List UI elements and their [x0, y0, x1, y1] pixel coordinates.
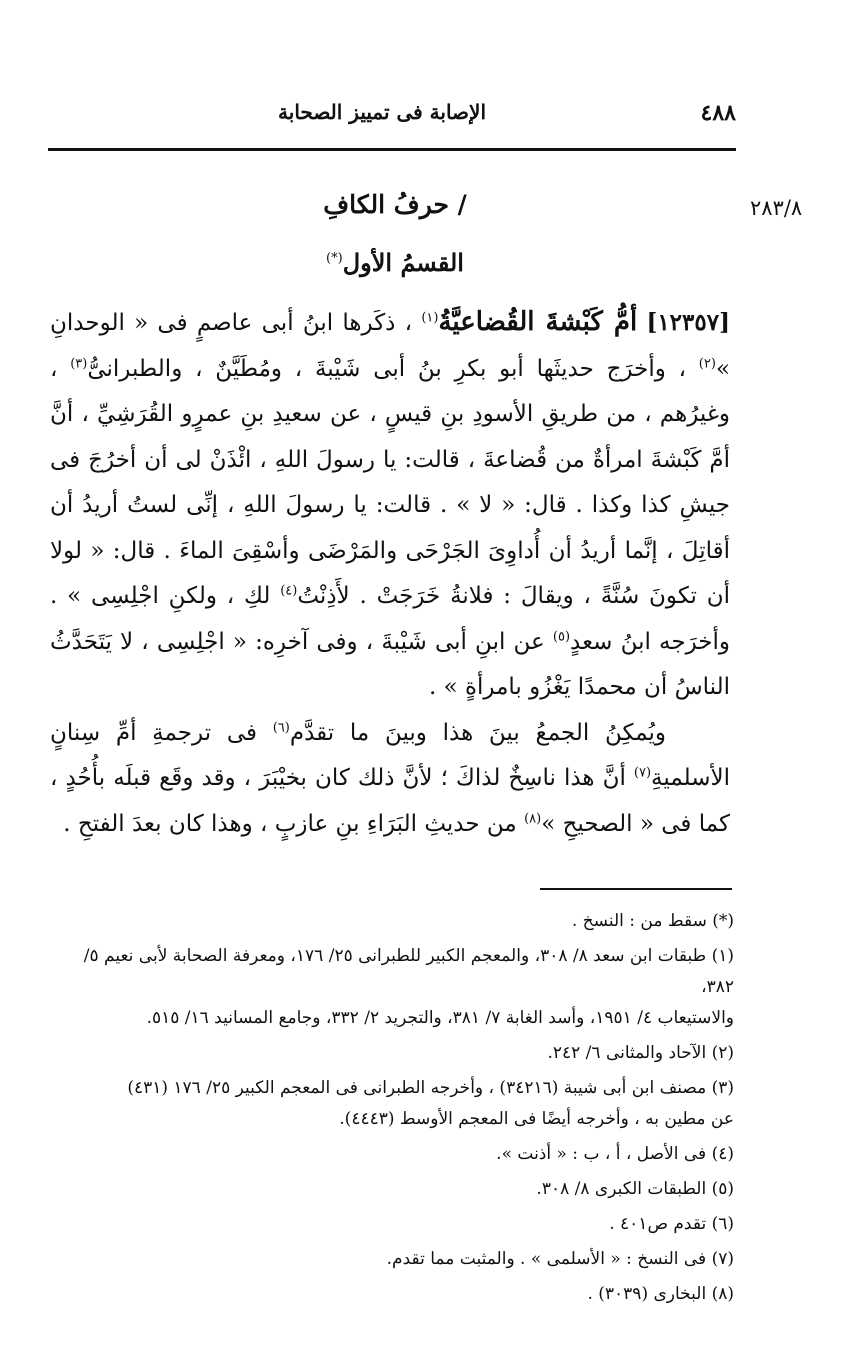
- entry-number: [١٢٣٥٧]: [646, 309, 730, 336]
- footnote-3: [48, 1073, 734, 1135]
- footnote-ref: (٣): [70, 355, 88, 371]
- footnote-8: (٨) البخارى (٣٠٣٩) .: [587, 1284, 734, 1304]
- text-run: ، ذكَرها ابنُ أبى عاصمٍ فى « الوحدانِ »: [50, 310, 731, 382]
- footnote-line: والاستيعاب ٤/ ١٩٥١، وأسد الغابة ٧/ ٣٨١، والتجريد ٢/ ٣٣٢، وجامع المسانيد ١٦/ ٥١٥.: [146, 1008, 734, 1028]
- body-text: [50, 300, 730, 847]
- text-run: عن ابنِ أبى شَيْبةَ ، وفى آخرِه: « اجْلِسِى ، لا يَتَحَدَّثُ الناسُ أن محمدًا يَغْزُو بامرأةٍ » .: [50, 628, 730, 700]
- margin-reference: ٢٨٣/٨: [750, 196, 803, 220]
- entry-paragraph: [50, 300, 730, 711]
- footnote-line: (٣) مصنف ابن أبى شيبة (٣٤٢١٦) ، وأخرجه الطبرانى فى المعجم الكبير ٢٥/ ١٧٦ (٤٣١): [127, 1078, 734, 1098]
- book-title: الإصابة فى تمييز الصحابة: [278, 100, 486, 124]
- footnote-ref: (٤): [280, 583, 298, 599]
- running-head: [48, 96, 736, 136]
- text-run: ويُمكِنُ الجمعُ بينَ هذا وبينَ ما تقدَّم: [289, 719, 666, 746]
- footnote-line: (١) طبقات ابن سعد ٨/ ٣٠٨، والمعجم الكبير للطبرانى ٢٥/ ١٧٦، ومعرفة الصحابة لأبى نعيم ٥/ ٣٨٢،: [83, 946, 734, 997]
- footnote-2: (٢) الآحاد والمثانى ٦/ ٢٤٢.: [547, 1043, 734, 1063]
- text-run: لكِ ، ولكنِ اجْلِسِى » . وأخرَجه ابنُ سعدٍ: [50, 583, 730, 655]
- footnote-star: (*) سقط من : النسخ .: [571, 911, 734, 931]
- footnote-line: عن مطين به ، وأخرجه أيضًا فى المعجم الأوسط (٤٤٤٣).: [339, 1109, 734, 1129]
- footnote-ref: (٦): [272, 719, 290, 735]
- text-run: أنَّ هذا ناسِخٌ لذاكَ ؛ لأنَّ ذلك كان بخيْبَرَ ، وقد وقَع قبلَه بأُحُدٍ ، كما فى « الصحيحِ »: [50, 765, 730, 837]
- header-rule: [48, 148, 736, 151]
- section-title: / حرفُ الكافِ: [323, 190, 467, 219]
- subsection-title-text: القسمُ الأول: [342, 248, 464, 277]
- text-run: ، وغيرُهم ، من طريقِ الأسودِ بنِ قيسٍ ، عن سعيدِ بنِ عمرٍو القُرَشِيِّ ، أنَّ أمَّ كَبْشةَ امرأةٌ من قُضاعةَ ، قالت: يا رسولَ اللهِ ، ائْذَنْ لى أن أخرُجَ فى جيشِ كذا وكذا . قال: « لا » . قالت: يا رسولَ اللهِ ، إنِّى لستُ أريدُ أن أقاتِلَ ، إنَّما أريدُ أن أُداوِىَ الجَرْحَى والمَرْضَى وأسْقِىَ الماءَ . قال: « لولا أن تكونَ سُنَّةً ، ويقالَ : فلانةُ خَرَجَتْ . لأَذِنْتُ: [50, 355, 730, 609]
- footnotes: [48, 906, 734, 1314]
- footnote-ref: (٨): [524, 810, 542, 826]
- footnote-separator: [540, 888, 732, 890]
- page-number: ٤٨٨: [700, 100, 736, 126]
- footnote-4: (٤) فى الأصل ، أ ، ب : « أذنت ».: [496, 1144, 734, 1164]
- text-run: من حديثِ البَرَاءِ بنِ عازبٍ ، وهذا كان بعدَ الفتحِ .: [63, 810, 517, 837]
- footnote-ref: (٢): [698, 355, 716, 371]
- subsection-title: [100, 248, 690, 277]
- footnote-ref: (٥): [552, 628, 571, 644]
- text-run: فى ترجمةِ أمِّ سِنانٍ الأسلميةِ: [50, 719, 731, 791]
- text-run: ، وأخرَج حديثَها أبو بكرِ بنُ أبى شَيْبةَ ، ومُطَيَّنٌ ، والطبرانىُّ: [87, 355, 687, 382]
- footnote-5: (٥) الطبقات الكبرى ٨/ ٣٠٨.: [536, 1179, 734, 1199]
- footnote-ref: (*): [326, 251, 343, 266]
- footnote-1: [48, 941, 734, 1034]
- second-paragraph: [50, 711, 730, 848]
- footnote-7: (٧) فى النسخ : « الأسلمى » . والمثبت مما تقدم.: [386, 1249, 734, 1269]
- footnote-ref: (٧): [633, 765, 652, 781]
- footnote-6: (٦) تقدم ص٤٠١ .: [609, 1214, 734, 1234]
- footnote-ref: (١): [421, 310, 439, 326]
- entry-name: أمُّ كَبْشةَ القُضاعيَّةُ: [438, 307, 638, 337]
